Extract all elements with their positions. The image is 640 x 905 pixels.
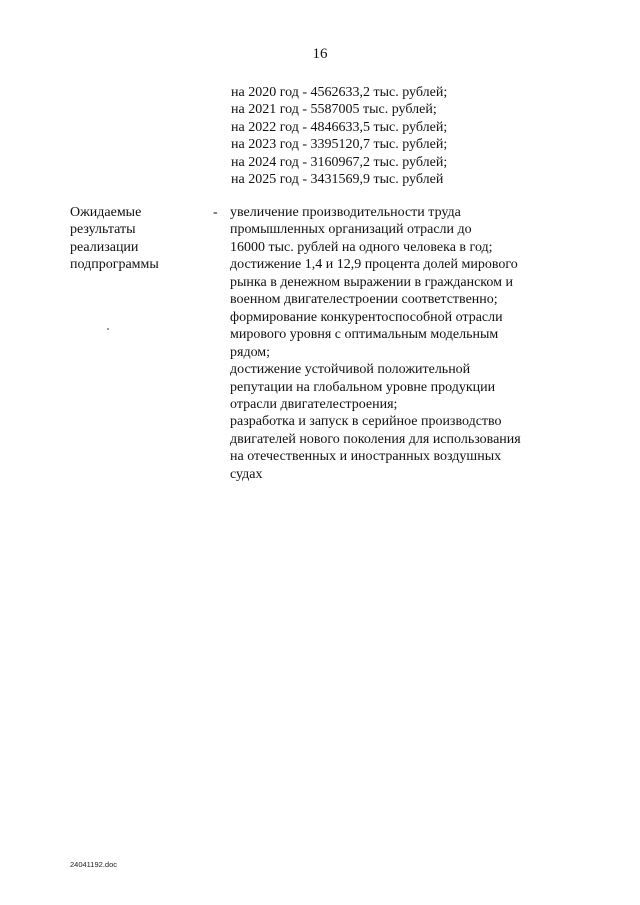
results-text-line: рядом; — [230, 344, 271, 360]
results-text-line: формирование конкурентоспособной отрасли — [230, 309, 503, 325]
scan-speck — [107, 328, 109, 330]
results-text-line: двигателей нового поколения для использования — [230, 431, 521, 447]
results-label-line: Ожидаемые — [70, 205, 142, 220]
results-text-line: военном двигателестроении соответственно; — [230, 292, 498, 308]
results-text-line: судах — [230, 466, 263, 482]
results-text-line: мирового уровня с оптимальным модельным — [230, 327, 499, 343]
funding-item-2024: на 2024 год - 3160967,2 тыс. рублей; — [231, 154, 448, 170]
results-text-line: отрасли двигателестроения; — [230, 396, 398, 412]
footer-filename: 24041192.doc — [70, 860, 117, 869]
results-text-line: промышленных организаций отрасли до — [230, 222, 472, 238]
funding-list — [231, 84, 447, 188]
results-text-line: достижение 1,4 и 12,9 процента долей мирового — [230, 257, 518, 273]
funding-item-2022: на 2022 год - 4846633,5 тыс. рублей; — [231, 119, 448, 135]
page-number: 16 — [312, 46, 328, 62]
results-text-line: 16000 тыс. рублей на одного человека в год; — [230, 239, 493, 255]
results-label-line: реализации — [70, 239, 139, 255]
results-text — [230, 204, 570, 483]
results-label-line: результаты — [70, 222, 136, 238]
results-label — [70, 204, 190, 274]
funding-item-2020: на 2020 год - 4562633,2 тыс. рублей; — [231, 85, 448, 100]
results-text-line: увеличение производительности труда — [230, 205, 461, 220]
results-text-line: достижение устойчивой положительной — [230, 362, 471, 378]
results-text-line: разработка и запуск в серийное производство — [230, 414, 502, 430]
results-text-line: рынка в денежном выражении в гражданском и — [230, 274, 513, 290]
results-text-line: на отечественных и иностранных воздушных — [230, 449, 502, 465]
funding-item-2025: на 2025 год - 3431569,9 тыс. рублей — [231, 172, 444, 188]
funding-item-2023: на 2023 год - 3395120,7 тыс. рублей; — [231, 137, 448, 153]
results-label-line: подпрограммы — [70, 257, 159, 273]
label-separator-dash: - — [213, 205, 218, 220]
funding-item-2021: на 2021 год - 5587005 тыс. рублей; — [231, 102, 437, 118]
results-text-line: репутации на глобальном уровне продукции — [230, 379, 496, 395]
